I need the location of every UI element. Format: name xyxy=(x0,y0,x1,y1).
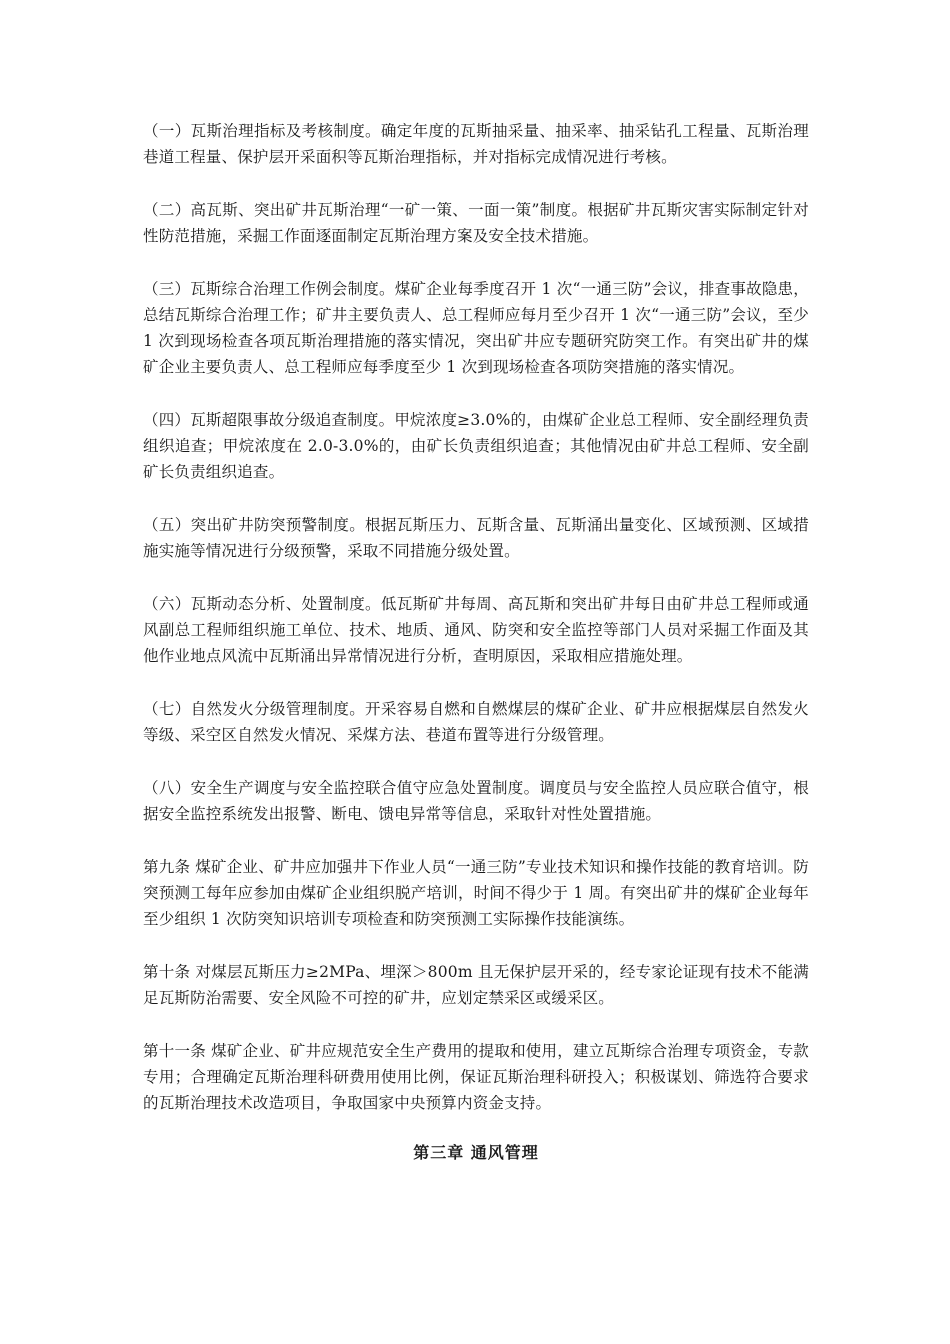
paragraph-regular-meeting: （三）瓦斯综合治理工作例会制度。煤矿企业每季度召开 1 次“一通三防”会议，排查事故隐患，总结瓦斯综合治理工作；矿井主要负责人、总工程师应每月至少召开 1 次“一通三防”会议，至少 1 次到现场检查各项瓦斯治理措施的落实情况，突出矿井应专题研究防突工作。有突出矿井的煤矿企业主要负责人、总工程师应每季度至少 1 次到现场检查各项防突措施的落实情况。 xyxy=(143,280,809,376)
paragraph-article-11: 第十一条 煤矿企业、矿井应规范安全生产费用的提取和使用，建立瓦斯综合治理专项资金，专款专用；合理确定瓦斯治理科研费用使用比例，保证瓦斯治理科研投入；积极谋划、筛选符合要求的瓦斯治理技术改造项目，争取国家中央预算内资金支持。 xyxy=(143,1042,809,1112)
paragraph-article-9: 第九条 煤矿企业、矿井应加强井下作业人员“一通三防”专业技术知识和操作技能的教育培训。防突预测工每年应参加由煤矿企业组织脱产培训，时间不得少于 1 周。有突出矿井的煤矿企业每年至少组织 1 次防突知识培训专项检查和防突预测工实际操作技能演练。 xyxy=(143,858,809,928)
paragraph-dynamic-analysis: （六）瓦斯动态分析、处置制度。低瓦斯矿井每周、高瓦斯和突出矿井每日由矿井总工程师或通风副总工程师组织施工单位、技术、地质、通风、防突和安全监控等部门人员对采掘工作面及其他作业地点风流中瓦斯涌出异常情况进行分析，查明原因，采取相应措施处理。 xyxy=(143,595,809,665)
paragraph-outburst-warning: （五）突出矿井防突预警制度。根据瓦斯压力、瓦斯含量、瓦斯涌出量变化、区域预测、区域措施实施等情况进行分级预警，采取不同措施分级处置。 xyxy=(143,516,809,560)
paragraph-one-mine-one-policy: （二）高瓦斯、突出矿井瓦斯治理“一矿一策、一面一策”制度。根据矿井瓦斯灾害实际制定针对性防范措施，采掘工作面逐面制定瓦斯治理方案及安全技术措施。 xyxy=(143,201,809,245)
paragraph-spontaneous-combustion: （七）自然发火分级管理制度。开采容易自燃和自燃煤层的煤矿企业、矿井应根据煤层自然发火等级、采空区自然发火情况、采煤方法、巷道布置等进行分级管理。 xyxy=(143,700,809,744)
paragraph-joint-duty: （八）安全生产调度与安全监控联合值守应急处置制度。调度员与安全监控人员应联合值守，根据安全监控系统发出报警、断电、馈电异常等信息，采取针对性处置措施。 xyxy=(143,779,809,823)
paragraph-gas-control-indicators: （一）瓦斯治理指标及考核制度。确定年度的瓦斯抽采量、抽采率、抽采钻孔工程量、瓦斯治理巷道工程量、保护层开采面积等瓦斯治理指标，并对指标完成情况进行考核。 xyxy=(143,122,809,166)
chapter-title: 第三章 通风管理 xyxy=(413,1143,539,1162)
paragraph-overlimit-investigation: （四）瓦斯超限事故分级追查制度。甲烷浓度≥3.0%的，由煤矿企业总工程师、安全副经理负责组织追查；甲烷浓度在 2.0-3.0%的，由矿长负责组织追查；其他情况由矿井总工程师、安全副矿长负责组织追查。 xyxy=(143,411,809,481)
paragraph-article-10: 第十条 对煤层瓦斯压力≥2MPa、埋深＞800m 且无保护层开采的，经专家论证现有技术不能满足瓦斯防治需要、安全风险不可控的矿井，应划定禁采区或缓采区。 xyxy=(143,963,809,1007)
document-page xyxy=(143,118,809,1163)
